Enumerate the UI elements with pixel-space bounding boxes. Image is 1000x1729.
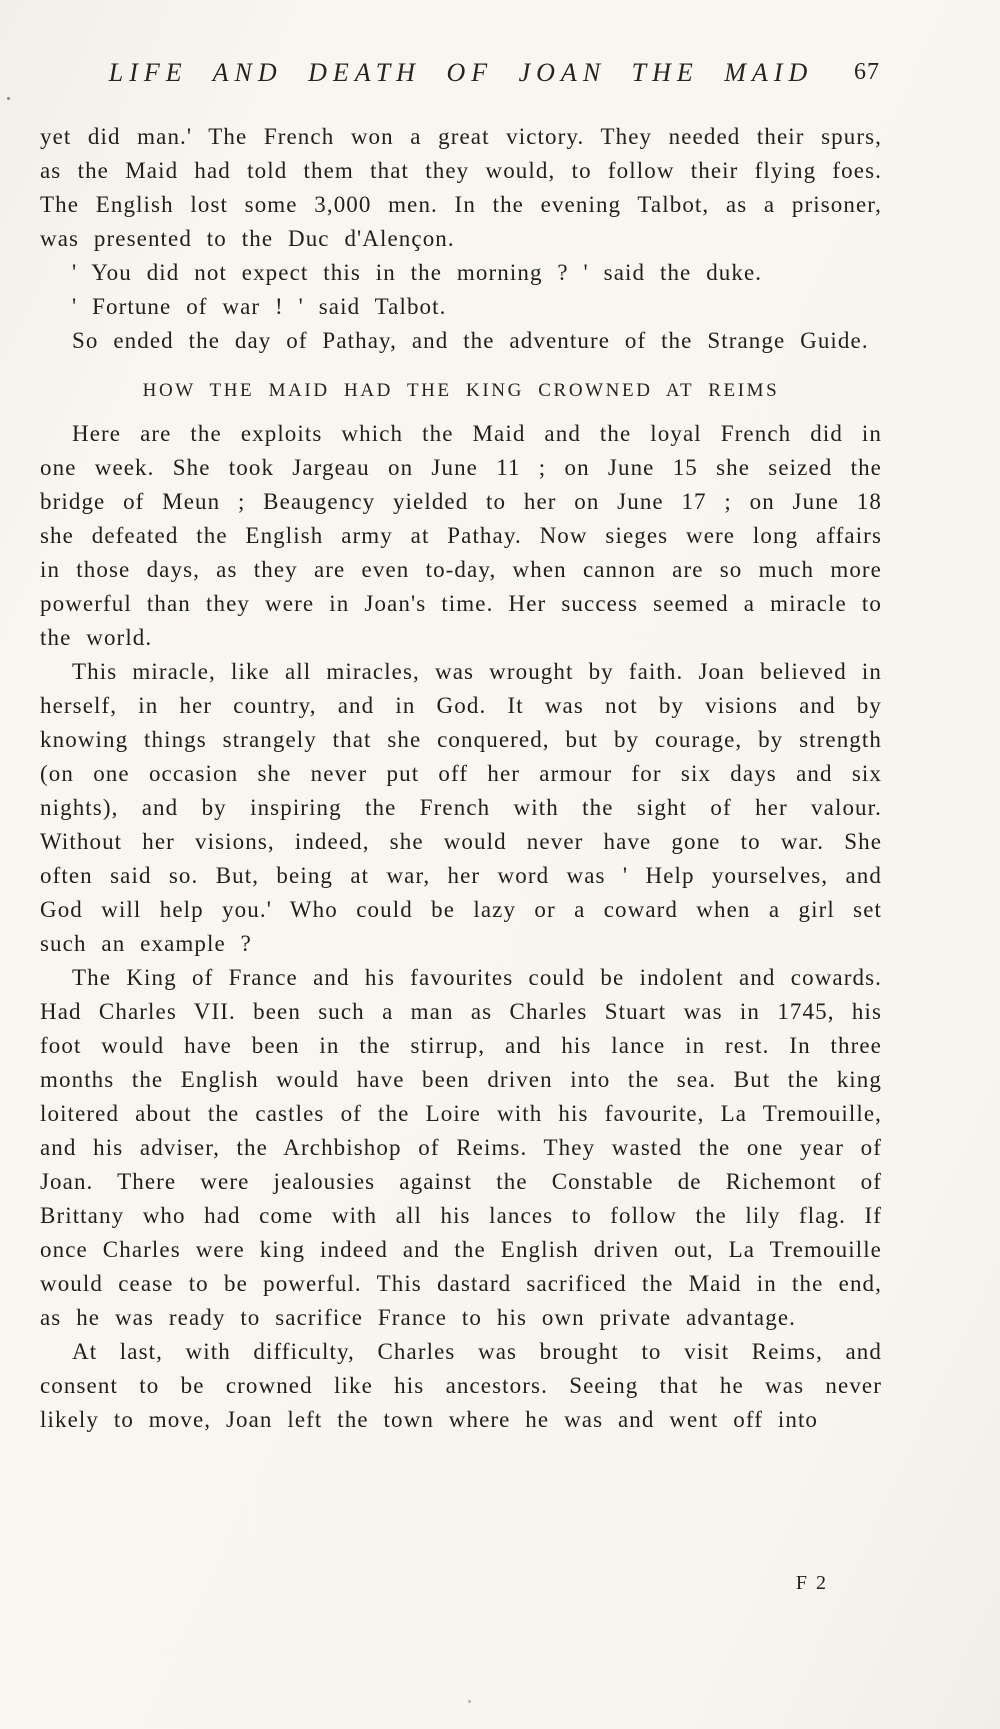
paragraph-exploits: Here are the exploits which the Maid and the loyal French did in one week. She took Jargeau on June 11 ; on June 15 she seized the bridge of Meun ; Beaugency yielded to her on June 17 ; on June 18 she defeated the English army at Pathay. Now sieges were long affairs in those days, as they are even to-day, when cannon are so much more powerful than they were in Joan's time. Her success seemed a miracle to the world.: [40, 421, 882, 650]
paragraph-talbot-quote: ' Fortune of war ! ' said Talbot.: [72, 294, 447, 319]
scan-speck: [468, 1700, 471, 1703]
text-block: [40, 120, 882, 1437]
page-number: 67: [854, 59, 880, 85]
scan-speck: [7, 97, 10, 100]
paragraph-duke-quote: ' You did not expect this in the morning ? ' said the duke.: [72, 260, 763, 285]
paragraph-king-of-france: The King of France and his favourites could be indolent and cowards. Had Charles VII. been such a man as Charles Stuart was in 1745, his foot would have been in the stirrup, and his lance in rest. In three months the English would have been driven into the sea. But the king loitered about the castles of the Loire with his favourite, La Tremouille, and his adviser, the Archbishop of Reims. They wasted the one year of Joan. There were jealousies against the Constable de Richemont of Brittany who had come with all his lances to follow the lily flag. If once Charles were king indeed and the English driven out, La Tremouille would cease to be powerful. This dastard sacrificed the Maid in the end, as he was ready to sacrifice France to his own private advantage.: [40, 965, 882, 1330]
paragraph-continuation: yet did man.' The French won a great victory. They needed their spurs, as the Maid had told them that they would, to follow their flying foes. The English lost some 3,000 men. In the evening Talbot, as a prisoner, was presented to the Duc d'Alençon.: [40, 124, 882, 251]
paragraph-pathay-end: So ended the day of Pathay, and the adventure of the Strange Guide.: [72, 328, 869, 353]
paragraph-miracle: This miracle, like all miracles, was wrought by faith. Joan believed in herself, in her country, and in God. It was not by visions and by knowing things strangely that she conquered, but by courage, by strength (on one occasion she never put off her armour for six days and six nights), and by inspiring the French with the sight of her valour. Without her visions, indeed, she would never have gone to war. She often said so. But, being at war, her word was ' Help yourselves, and God will help you.' Who could be lazy or a coward when a girl set such an example ?: [40, 659, 882, 956]
paragraph-at-last: At last, with difficulty, Charles was brought to visit Reims, and consent to be crowned like his ancestors. Seeing that he was never likely to move, Joan left the town where he was and went off into: [40, 1339, 882, 1432]
signature-mark: F 2: [795, 1572, 828, 1594]
running-title: LIFE AND DEATH OF JOAN THE MAID: [108, 58, 814, 87]
page-header: [40, 58, 882, 94]
section-heading: HOW THE MAID HAD THE KING CROWNED AT REIMS: [142, 380, 780, 401]
